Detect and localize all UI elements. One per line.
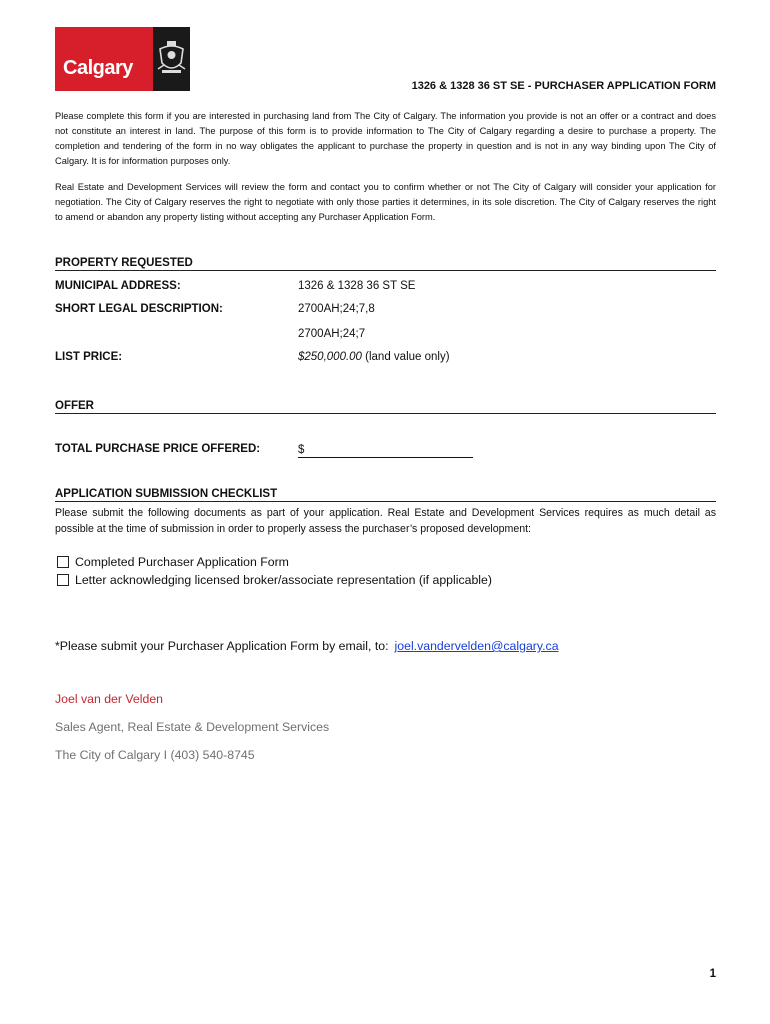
legal-description-value-2: 2700AH;24;7 [298,328,366,340]
submit-instruction [55,639,559,653]
contact-name: Joel van der Velden [55,692,164,706]
section-heading-offer: OFFER [55,399,716,414]
contact-title: Sales Agent, Real Estate & Development Services [55,720,330,734]
logo-wordmark: Calgary [63,57,133,79]
list-price-label: LIST PRICE: [55,351,123,363]
section-heading-property: PROPERTY REQUESTED [55,256,716,271]
municipal-address-label: MUNICIPAL ADDRESS: [55,280,181,292]
total-price-field[interactable]: $ [298,443,473,458]
legal-description-value-1: 2700AH;24;7,8 [298,303,375,315]
municipal-address-value: 1326 & 1328 36 ST SE [298,280,416,292]
contact-organization: The City of Calgary I (403) 540-8745 [55,748,255,762]
page-number: 1 [709,968,716,980]
intro-paragraph-1: Please complete this form if you are interested in purchasing land from The City of Calgary. The information you provide is not an offer or a contract and does not constitute an interest in land. The purpose of this form is to provide information to The City of Calgary regarding a desire to purchase a property. The completion and tendering of the form in no way obligates the applicant to purchase the property in question and is not in any way binding upon The City of Calgary. It is for information purposes only. [55,111,716,166]
checklist-item-label: Letter acknowledging licensed broker/associate representation (if applicable) [75,573,492,587]
total-price-label: TOTAL PURCHASE PRICE OFFERED: [55,443,261,455]
list-price-value [298,351,450,363]
submit-text: *Please submit your Purchaser Application Form by email, to: [55,639,389,653]
document-title: 1326 & 1328 36 ST SE - PURCHASER APPLICATION FORM [411,80,716,92]
list-price-amount: $250,000.00 [298,351,362,363]
checklist-description: Please submit the following documents as part of your application. Real Estate and Development Services requires as much detail as possible at the time of submission in order to properly assess the purchaser’s proposed development: [55,507,716,535]
checklist-item[interactable] [57,573,492,587]
checklist-item[interactable] [57,555,289,569]
checklist-item-label: Completed Purchaser Application Form [75,555,289,569]
legal-description-label: SHORT LEGAL DESCRIPTION: [55,303,223,315]
list-price-note: (land value only) [365,351,450,363]
email-link[interactable]: joel.vandervelden@calgary.ca [394,639,559,653]
section-heading-checklist: APPLICATION SUBMISSION CHECKLIST [55,487,716,502]
intro-paragraph-2: Real Estate and Development Services will review the form and contact you to confirm whether or not The City of Calgary will consider your application for negotiation. The City of Calgary reserves the right to negotiate with only those parties it determines, in its sole discretion. The City of Calgary reserves the right to amend or abandon any property listing without accepting any Purchaser Application Form. [55,182,716,222]
checkbox[interactable] [57,574,69,586]
checkbox[interactable] [57,556,69,568]
